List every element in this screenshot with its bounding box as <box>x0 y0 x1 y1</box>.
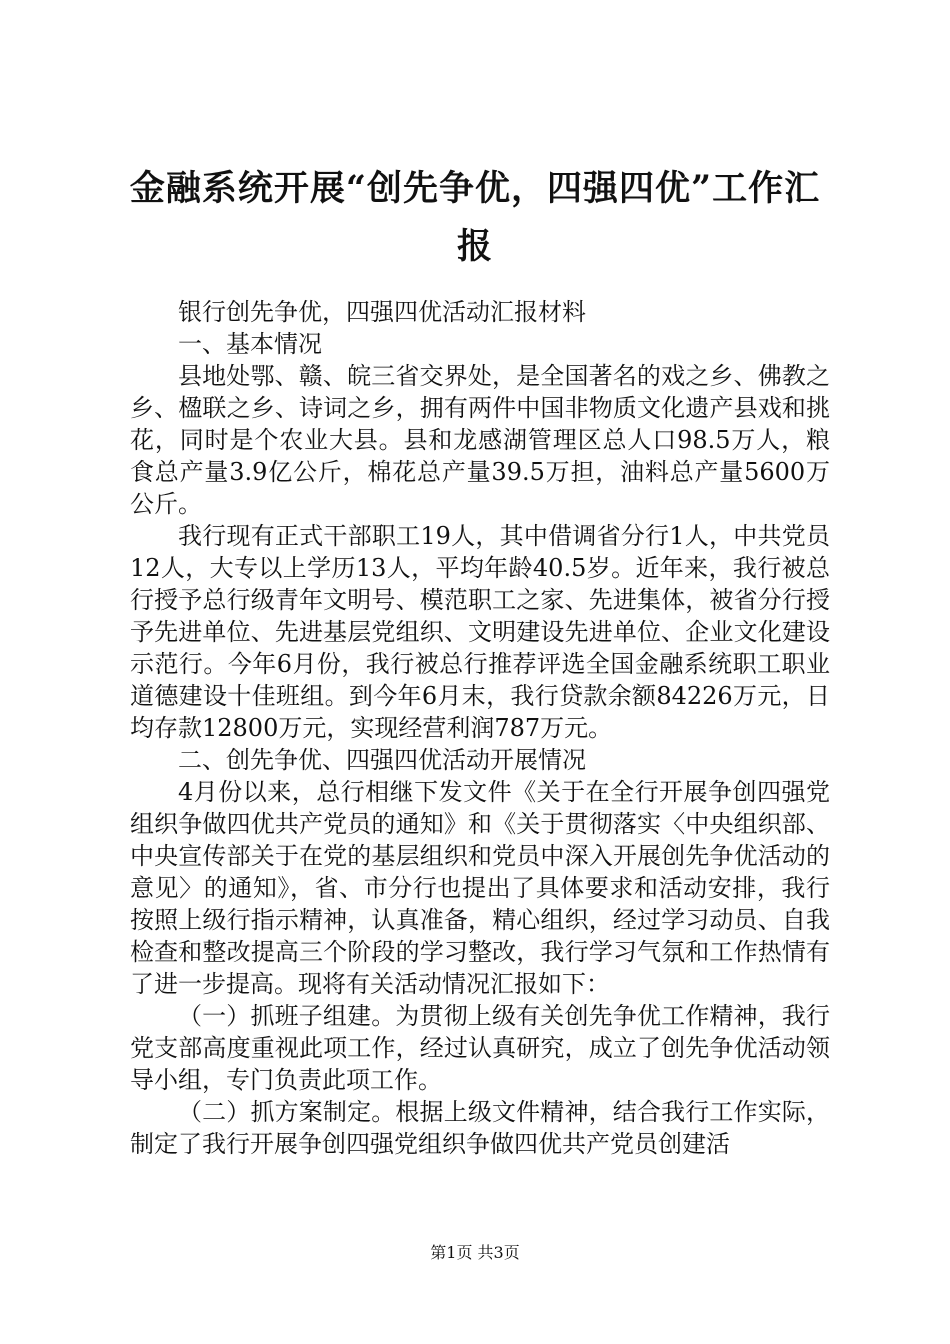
paragraph-bank: 我行现有正式干部职工19人，其中借调省分行1人，中共党员12人，大专以上学历13人，平均年龄40.5岁。近年来，我行被总行授予总行级青年文明号、模范职工之家、先进集体，被省分行授予先进单位、先进基层党组织、文明建设先进单位、企业文化建设示范行。今年6月份，我行被总行推荐评选全国金融系统职工职业道德建设十佳班组。到今年6月末，我行贷款余额84226万元，日均存款12800万元，实现经营利润787万元。 <box>130 522 830 742</box>
paragraph-subtitle: 银行创先争优，四强四优活动汇报材料 <box>178 298 586 326</box>
section-heading-basic: 一、基本情况 <box>178 330 322 358</box>
document-body <box>130 296 830 1160</box>
section-heading-activities: 二、创先争优、四强四优活动开展情况 <box>178 746 586 774</box>
paragraph-county: 县地处鄂、赣、皖三省交界处，是全国著名的戏之乡、佛教之乡、楹联之乡、诗词之乡，拥有两件中国非物质文化遗产县戏和挑花，同时是个农业大县。县和龙感湖管理区总人口98.5万人，粮食总产量3.9亿公斤，棉花总产量39.5万担，油料总产量5600万公斤。 <box>130 362 830 518</box>
document-title: 金融系统开展“创先争优，四强四优”工作汇报 <box>129 168 821 267</box>
paragraph-activities: 4月份以来，总行相继下发文件《关于在全行开展争创四强党组织争做四优共产党员的通知》和《关于贯彻落实〈中央组织部、中央宣传部关于在党的基层组织和党员中深入开展创先争优活动的意见〉的通知》，省、市分行也提出了具体要求和活动安排，我行按照上级行指示精神，认真准备，精心组织，经过学习动员、自我检查和整改提高三个阶段的学习整改，我行学习气氛和工作热情有了进一步提高。现将有关活动情况汇报如下： <box>130 778 830 998</box>
page-footer: 第1页 共3页 <box>430 1243 520 1262</box>
paragraph-item-2: （二）抓方案制定。根据上级文件精神，结合我行工作实际，制定了我行开展争创四强党组织争做四优共产党员创建活 <box>130 1098 830 1158</box>
paragraph-item-1: （一）抓班子组建。为贯彻上级有关创先争优工作精神，我行党支部高度重视此项工作，经过认真研究，成立了创先争优活动领导小组，专门负责此项工作。 <box>130 1002 830 1094</box>
